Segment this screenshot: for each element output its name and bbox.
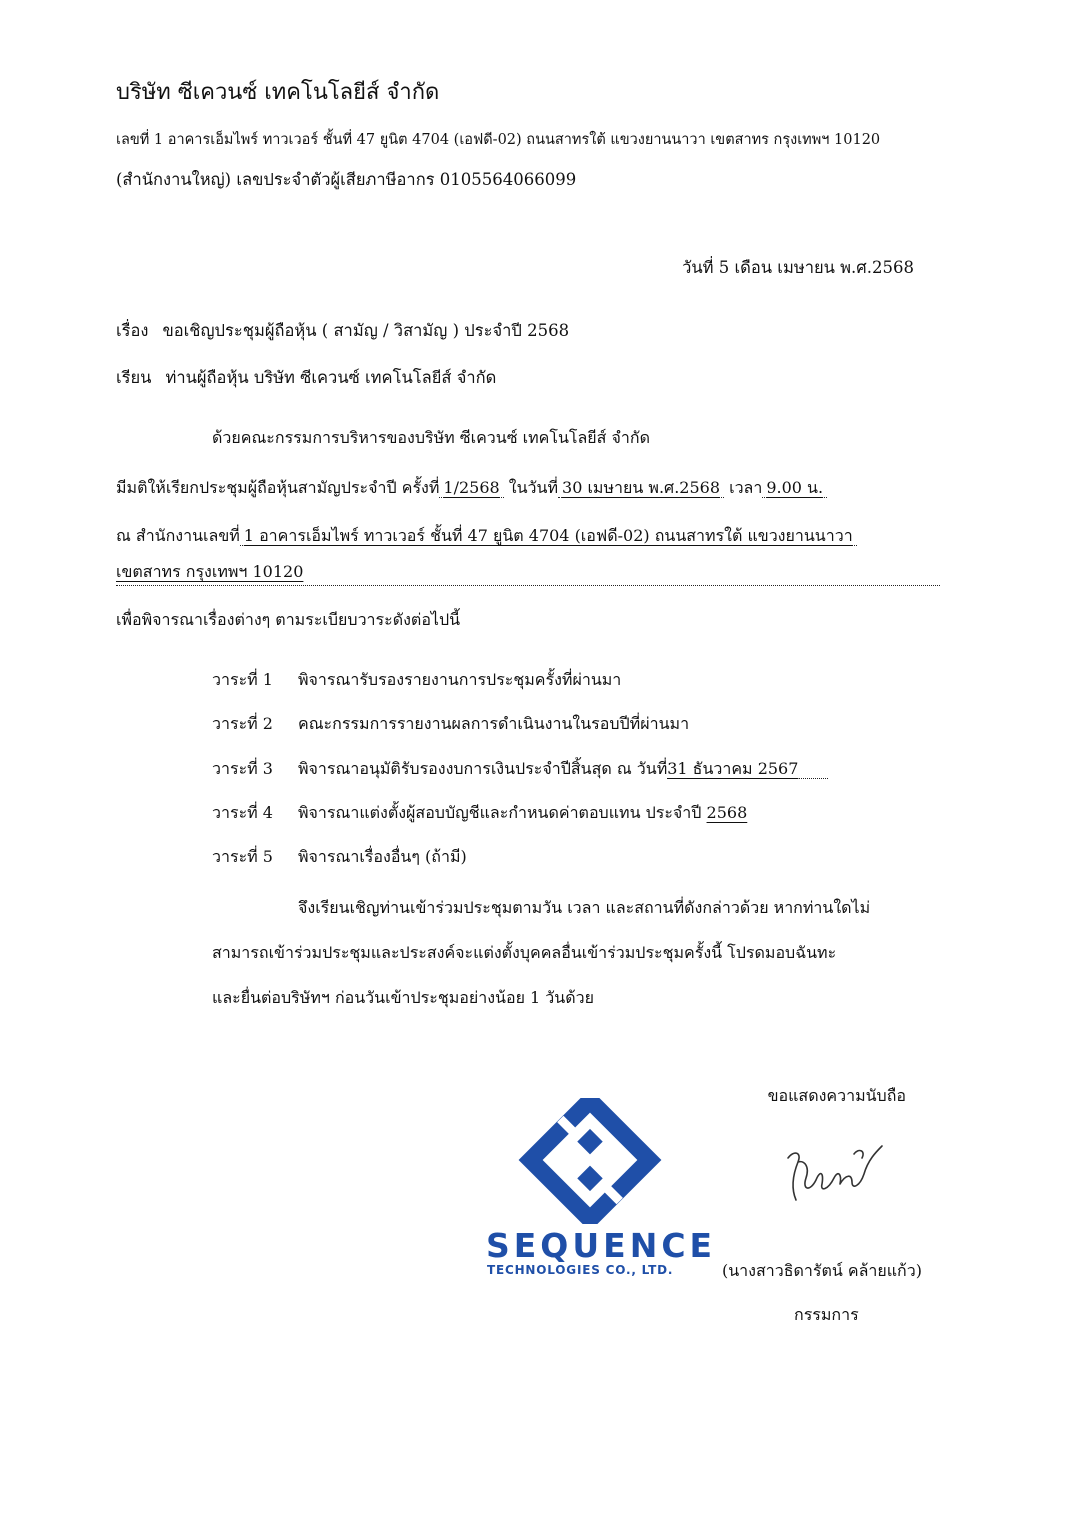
tax-id-line: (สำนักงานใหญ่) เลขประจำตัวผู้เสียภาษีอากร 0105564066099	[116, 170, 577, 189]
meeting-place-line	[116, 524, 940, 549]
agenda-text: คณะกรรมการรายงานผลการดำเนินงานในรอบปีที่ผ่านมา	[298, 714, 690, 733]
agenda-item	[212, 801, 747, 826]
meeting-time: 9.00 น.	[762, 478, 827, 498]
agenda-item	[212, 845, 467, 870]
agenda-fill: 2568	[706, 803, 748, 822]
letter-date: วันที่ 5 เดือน เมษายน พ.ศ.2568	[682, 258, 914, 277]
agenda-fill: 31 ธันวาคม 2567	[667, 759, 828, 779]
meeting-text: มีมติให้เรียกประชุมผู้ถือหุ้นสามัญประจำปี ครั้งที่	[116, 478, 440, 497]
meeting-place: 1 อาคารเอ็มไพร์ ทาวเวอร์ ชั้นที่ 47 ยูนิต 4704 (เอฟดี-02) ถนนสาทรใต้ แขวงยานนาวา	[240, 526, 857, 546]
signatory-name: (นางสาวธิดารัตน์ คล้ายแก้ว)	[722, 1261, 922, 1280]
meeting-time-label: เวลา	[729, 478, 763, 497]
place-label: ณ สำนักงานเลขที่	[116, 526, 240, 545]
meeting-details-line	[116, 476, 940, 501]
subject-label: เรื่อง	[116, 321, 149, 340]
agenda-text: พิจารณารับรองรายงานการประชุมครั้งที่ผ่านมา	[298, 670, 622, 689]
agenda-intro: เพื่อพิจารณาเรื่องต่างๆ ตามระเบียบวาระดังต่อไปนี้	[116, 610, 461, 629]
subject-line	[116, 318, 569, 344]
agenda-item	[212, 712, 689, 737]
sequence-logo-icon	[486, 1098, 694, 1224]
closing-line: สามารถเข้าร่วมประชุมและประสงค์จะแต่งตั้งบุคคลอื่นเข้าร่วมประชุมครั้งนี้ โปรดมอบฉันทะ	[212, 943, 837, 962]
meeting-district: เขตสาทร กรุงเทพฯ 10120	[116, 562, 304, 581]
logo-subtitle: TECHNOLOGIES CO., LTD.	[487, 1263, 674, 1277]
regards-text: ขอแสดงความนับถือ	[767, 1086, 906, 1105]
company-address: เลขที่ 1 อาคารเอ็มไพร์ ทาวเวอร์ ชั้นที่ 47 ยูนิต 4704 (เอฟดี-02) ถนนสาทรใต้ แขวงยานนาวา เขตสาทร กรุงเทพฯ 10120	[116, 132, 881, 148]
closing-line: จึงเรียนเชิญท่านเข้าร่วมประชุมตามวัน เวลา และสถานที่ดังกล่าวด้วย หากท่านใดไม่	[298, 898, 871, 917]
body-paragraph-intro: ด้วยคณะกรรมการบริหารของบริษัท ซีเควนซ์ เทคโนโลยีส์ จำกัด	[212, 428, 650, 447]
signatory-title: กรรมการ	[794, 1305, 859, 1324]
meeting-number: 1/2568	[439, 478, 503, 498]
meeting-date: 30 เมษายน พ.ศ.2568	[558, 478, 724, 498]
agenda-number: วาระที่ 2	[212, 714, 273, 733]
agenda-number: วาระที่ 3	[212, 759, 273, 778]
agenda-text: พิจารณาอนุมัติรับรองงบการเงินประจำปีสิ้นสุด ณ วันที่	[298, 759, 668, 778]
recipient-text: ท่านผู้ถือหุ้น บริษัท ซีเควนซ์ เทคโนโลยีส์ จำกัด	[165, 368, 497, 387]
meeting-place-line-2	[116, 560, 940, 586]
recipient-label: เรียน	[116, 368, 152, 387]
handwritten-signature	[780, 1130, 890, 1210]
agenda-number: วาระที่ 5	[212, 847, 273, 866]
agenda-number: วาระที่ 1	[212, 670, 273, 689]
agenda-text: พิจารณาเรื่องอื่นๆ (ถ้ามี)	[298, 847, 467, 866]
meeting-place-cont	[116, 560, 940, 586]
agenda-item	[212, 757, 828, 782]
agenda-number: วาระที่ 4	[212, 803, 273, 822]
logo-wordmark: SEQUENCE	[486, 1226, 717, 1265]
closing-line: และยื่นต่อบริษัทฯ ก่อนวันเข้าประชุมอย่างน้อย 1 วันด้วย	[212, 988, 594, 1007]
agenda-item	[212, 668, 621, 693]
company-name: บริษัท ซีเควนซ์ เทคโนโลยีส์ จำกัด	[116, 80, 440, 105]
subject-text: ขอเชิญประชุมผู้ถือหุ้น ( สามัญ / วิสามัญ ) ประจำปี 2568	[162, 321, 570, 340]
agenda-text: พิจารณาแต่งตั้งผู้สอบบัญชีและกำหนดค่าตอบแทน ประจำปี	[298, 803, 702, 822]
closing-paragraph	[212, 885, 928, 1020]
recipient-line	[116, 365, 496, 391]
meeting-date-label: ในวันที่	[508, 478, 559, 497]
